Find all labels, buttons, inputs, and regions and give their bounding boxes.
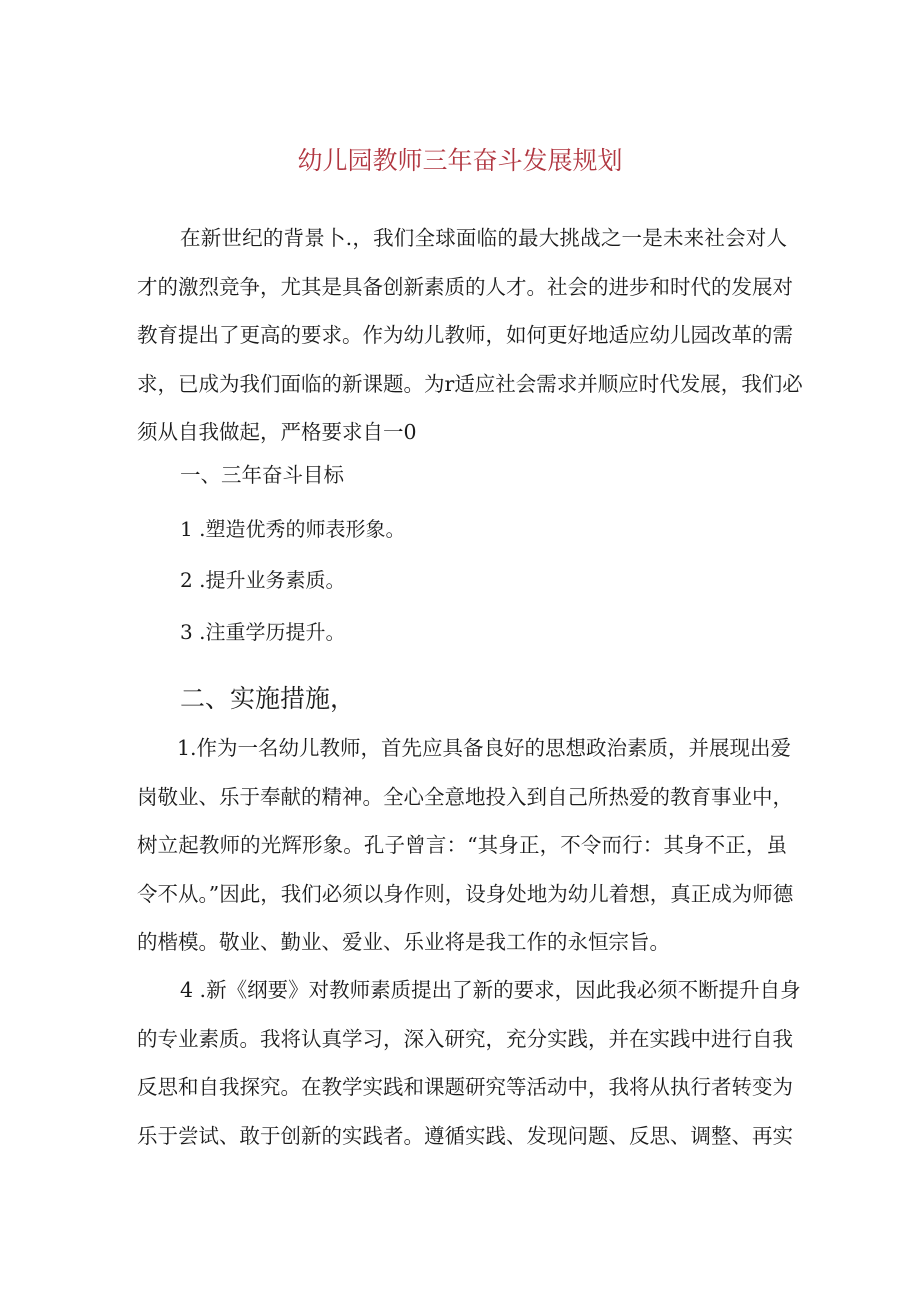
measure-line: 令不从。”因此，我们必须以身作则，设身处地为幼儿着想，真正成为师德: [137, 881, 794, 906]
section-heading-measures: 二、实施措施，: [180, 684, 356, 713]
measure-line: 4 .新《纲要》对教师素质提出了新的要求，因此我必须不断提升自身: [180, 978, 801, 1002]
goal-item: 1 .塑造优秀的师表形象。: [180, 517, 406, 541]
intro-line: 教育提出了更高的要求。作为幼儿教师，如何更好地适应幼儿园改革的需: [137, 323, 793, 347]
measure-line: 的楷模。敬业、勤业、爱业、乐业将是我工作的永恒宗旨。: [137, 930, 670, 954]
measure-paragraph-2: [137, 966, 801, 1160]
measure-paragraph-1: [137, 724, 794, 967]
goal-item: 3 .注重学历提升。: [180, 620, 346, 644]
measure-line: 反思和自我探究。在教学实践和课题研究等活动中，我将从执行者转变为: [137, 1075, 793, 1099]
measure-line: 树立起教师的光辉形象。孔子曾言：“其身正，不令而行：其身不正，虽: [137, 833, 787, 857]
measure-line: 1.作为一名幼儿教师，首先应具备良好的思想政治素质，并展现出爱: [177, 736, 792, 760]
measure-line: 岗敬业、乐于奉献的精神。全心全意地投入到自己所热爱的教育事业中，: [137, 784, 793, 809]
intro-line: 才的激烈竞争，尤其是具备创新素质的人才。社会的进步和时代的发展对: [137, 274, 793, 299]
intro-paragraph: [137, 214, 803, 457]
intro-line: 求，已成为我们面临的新课题。为r适应社会需求并顺应时代发展，我们必: [137, 371, 803, 396]
intro-line: 须从自我做起，严格要求自一0: [137, 420, 417, 444]
section-heading-goals: 一、三年奋斗目标: [180, 463, 344, 487]
document-title: 幼儿园教师三年奋斗发展规划: [297, 146, 623, 175]
measure-line: 乐于尝试、敢于创新的实践者。遵循实践、发现问题、反思、调整、再实: [137, 1123, 793, 1148]
intro-line: 在新世纪的背景卜.，我们全球面临的最大挑战之一是未来社会对人: [180, 226, 787, 250]
goal-item: 2 .提升业务素质。: [180, 568, 346, 592]
measure-line: 的专业素质。我将认真学习，深入研究，充分实践，并在实践中进行自我: [137, 1026, 793, 1051]
